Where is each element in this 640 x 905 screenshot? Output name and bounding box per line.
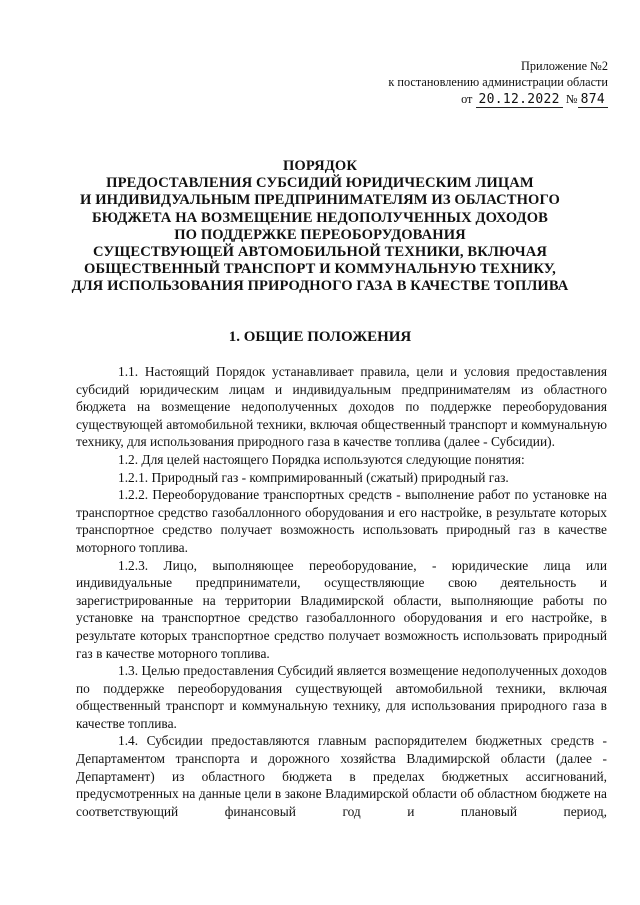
appendix-block <box>388 58 608 108</box>
date-prefix: от <box>461 92 473 106</box>
paragraph-1-1: 1.1. Настоящий Порядок устанавливает правила, цели и условия предоставления субсидий юридическим лицам и индивидуальным предпринимателям из областного бюджета на возмещение недополученных доходов по поддержке переоборудования существующей автомобильной техники, включая общественный транспорт и коммунальную технику, для использования природного газа в качестве топлива (далее - Субсидии). <box>76 364 607 450</box>
appendix-date-line <box>388 91 608 108</box>
title-line: ПО ПОДДЕРЖКЕ ПЕРЕОБОРУДОВАНИЯ <box>174 226 466 243</box>
number-prefix: № <box>565 92 578 106</box>
title-line: ПРЕДОСТАВЛЕНИЯ СУБСИДИЙ ЮРИДИЧЕСКИМ ЛИЦАМ <box>106 175 534 192</box>
paragraph-1-4: 1.4. Субсидии предоставляются главным распорядителем бюджетных средств - Департаментом транспорта и дорожного хозяйства Владимирской области (далее - Департамент) из областного бюджета в пределах бюджетных ассигнований, предусмотренных на данные цели в законе Владимирской области об областном бюджете на соответствующий финансовый год и плановый период, <box>76 733 607 819</box>
title-line: ОБЩЕСТВЕННЫЙ ТРАНСПОРТ И КОММУНАЛЬНУЮ ТЕХНИКУ, <box>84 261 556 278</box>
appendix-resolution-label: к постановлению администрации области <box>388 75 608 89</box>
document-title <box>40 158 600 296</box>
resolution-number: 874 <box>578 92 608 108</box>
paragraph-1-2: 1.2. Для целей настоящего Порядка используются следующие понятия: <box>118 451 525 467</box>
document-body <box>76 363 607 820</box>
paragraph-1-2-1: 1.2.1. Природный газ - компримированный (сжатый) природный газ. <box>118 469 509 485</box>
paragraph-1-2-3: 1.2.3. Лицо, выполняющее переоборудование, - юридические лица или индивидуальные предприниматели, осуществляющие свою деятельность и зарегистрированные на территории Владимирской области, выполняющие работы по установке на транспортное средство газобаллонного оборудования и его настройке, в результате которых транспортное средство получает возможность использовать природный газ в качестве моторного топлива. <box>76 557 607 661</box>
title-line: ДЛЯ ИСПОЛЬЗОВАНИЯ ПРИРОДНОГО ГАЗА В КАЧЕСТВЕ ТОПЛИВА <box>71 278 569 295</box>
appendix-label: Приложение №2 <box>521 59 608 73</box>
section-heading: 1. ОБЩИЕ ПОЛОЖЕНИЯ <box>228 329 412 345</box>
title-line: СУЩЕСТВУЮЩЕЙ АВТОМОБИЛЬНОЙ ТЕХНИКИ, ВКЛЮЧАЯ <box>93 244 547 261</box>
title-line: БЮДЖЕТА НА ВОЗМЕЩЕНИЕ НЕДОПОЛУЧЕННЫХ ДОХОДОВ <box>92 209 548 226</box>
paragraph-1-3: 1.3. Целью предоставления Субсидий является возмещение недополученных доходов по поддержке переоборудования существующей автомобильной техники, включая общественный транспорт и коммунальную технику, для использования природного газа в качестве топлива. <box>76 663 607 731</box>
title-line: ПОРЯДОК <box>282 158 358 174</box>
title-line: И ИНДИВИДУАЛЬНЫМ ПРЕДПРИНИМАТЕЛЯМ ИЗ ОБЛАСТНОГО <box>80 192 560 209</box>
paragraph-1-2-2: 1.2.2. Переоборудование транспортных средств - выполнение работ по установке на транспортное средство газобаллонного оборудования и его настройке, в результате которых транспортное средство получает возможность использовать природный газ в качестве моторного топлива. <box>76 487 607 555</box>
resolution-date: 20.12.2022 <box>476 92 563 108</box>
